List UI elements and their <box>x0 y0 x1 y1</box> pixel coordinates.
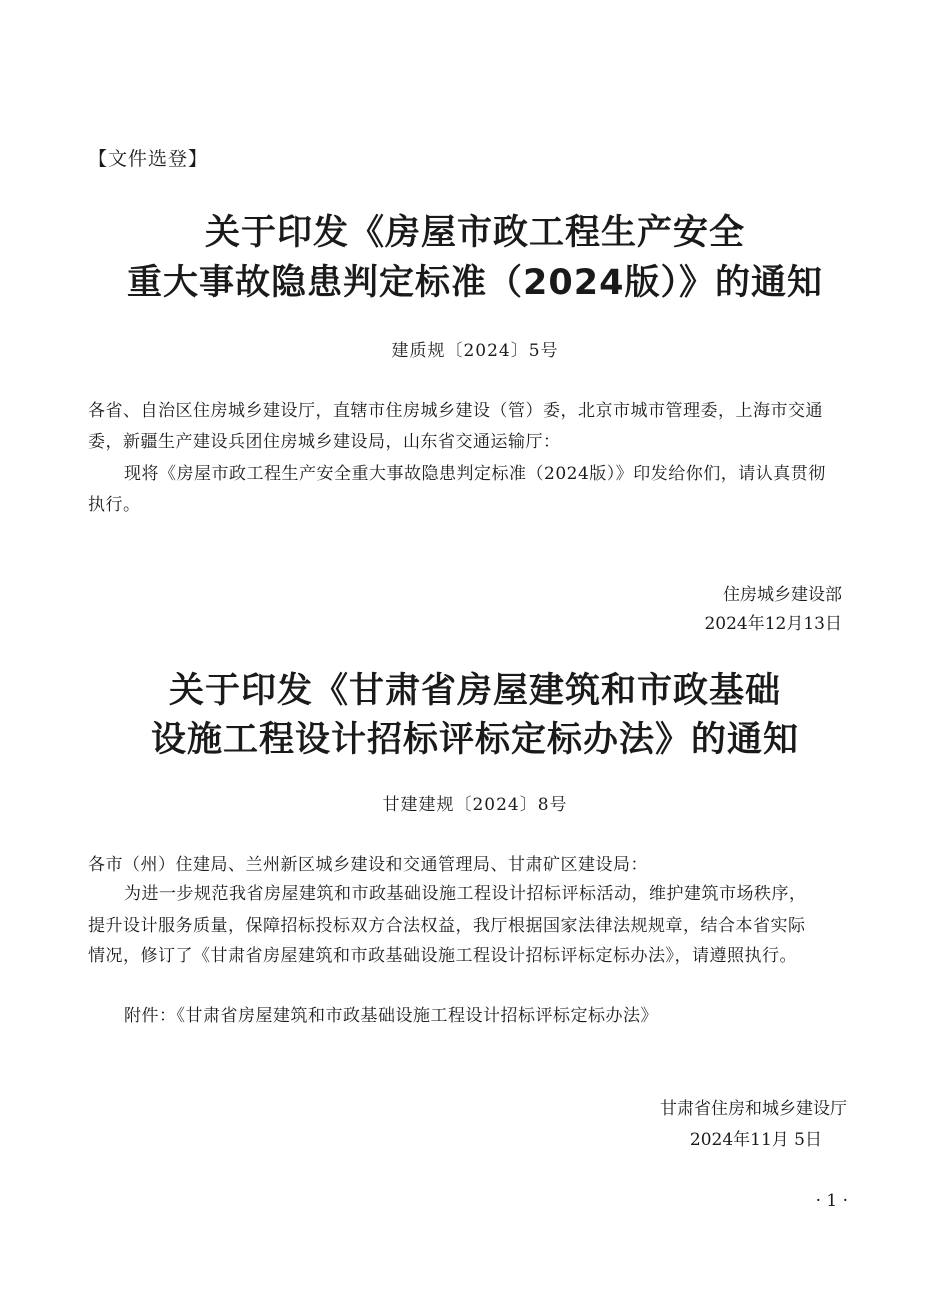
notice2-title-line2: 设施工程设计招标评标定标办法》的通知 <box>150 720 799 760</box>
notice2-body-line: 为进一步规范我省房屋建筑和市政基础设施工程设计招标评标活动，维护建筑市场秩序， <box>124 884 807 904</box>
notice1-issuer: 住房城乡建设部 <box>723 585 842 605</box>
notice1-body-line: 各省、自治区住房城乡建设厅，直辖市住房城乡建设（管）委，北京市城市管理委，上海市交通 <box>88 401 823 421</box>
notice1-body-line: 委，新疆生产建设兵团住房城乡建设局，山东省交通运输厅： <box>88 432 561 452</box>
notice2-title-line1: 关于印发《甘肃省房屋建筑和市政基础 <box>168 671 781 711</box>
notice2-issuer: 甘肃省住房和城乡建设厅 <box>660 1099 847 1119</box>
notice1-title-line1: 关于印发《房屋市政工程生产安全 <box>204 213 745 253</box>
notice2-body-line: 情况，修订了《甘肃省房屋建筑和市政基础设施工程设计招标评标定标办法》，请遵照执行。 <box>88 946 797 966</box>
notice1-body-line: 现将《房屋市政工程生产安全重大事故隐患判定标准（2024版）》印发给你们，请认真贯彻 <box>124 464 826 484</box>
page-number: · 1 · <box>815 1191 848 1211</box>
notice1-body-line: 执行。 <box>88 495 141 515</box>
section-tag: 【文件选登】 <box>88 148 209 170</box>
notice1-title-line2: 重大事故隐患判定标准（2024版）》的通知 <box>127 263 823 303</box>
notice2-doc-number: 甘建建规〔2024〕8号 <box>382 795 568 815</box>
notice2-date: 2024年11月 5日 <box>689 1130 822 1150</box>
notice1-doc-number: 建质规〔2024〕5号 <box>391 341 559 361</box>
notice2-attachment: 附件：《甘肃省房屋建筑和市政基础设施工程设计招标评标定标办法》 <box>124 1006 658 1026</box>
notice1-date: 2024年12月13日 <box>704 614 842 634</box>
notice2-body-line: 各市（州）住建局、兰州新区城乡建设和交通管理局、甘肃矿区建设局： <box>88 855 648 875</box>
notice2-body-line: 提升设计服务质量，保障招标投标双方合法权益，我厅根据国家法律法规规章，结合本省实际 <box>88 916 806 936</box>
